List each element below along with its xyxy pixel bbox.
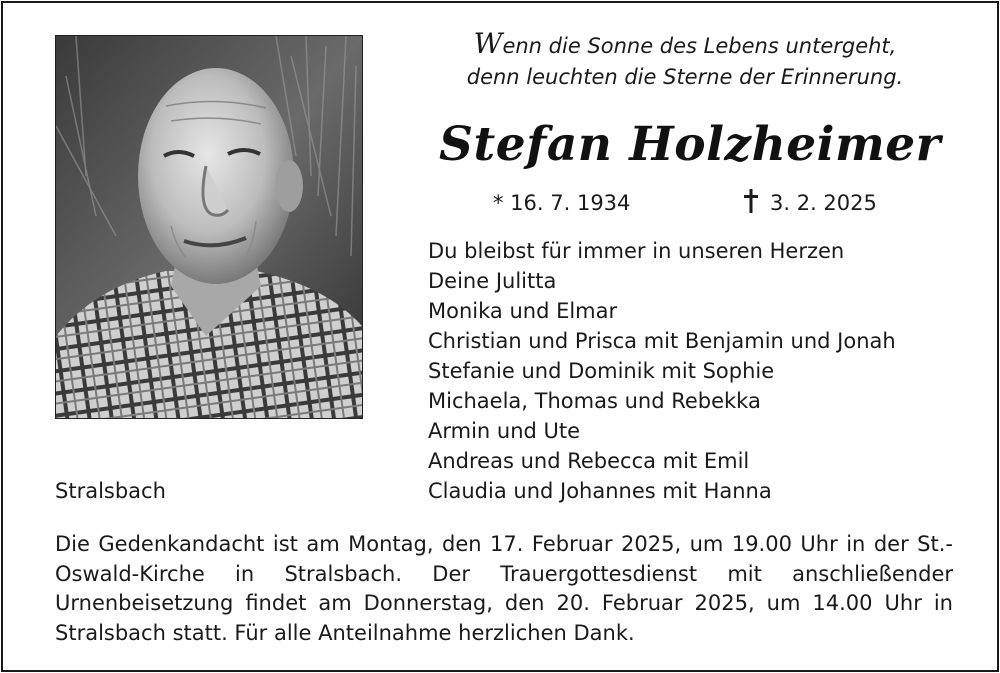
quote-line-1-rest: enn die Sonne des Lebens untergeht,: [502, 34, 897, 58]
quote-initial: W: [473, 27, 503, 60]
list-item: Armin und Ute: [428, 419, 581, 443]
quote-line-1: [410, 28, 960, 62]
mourners-list: [428, 236, 896, 506]
quote-line-2: denn leuchten die Sterne der Erinnerung.: [466, 65, 904, 89]
portrait-illustration: [56, 36, 362, 418]
deceased-name: Stefan Holzheimer: [439, 117, 941, 172]
list-item: Monika und Elmar: [428, 299, 618, 323]
list-item: Michaela, Thomas und Rebekka: [428, 389, 761, 413]
place-name: Stralsbach: [55, 479, 166, 503]
list-item: Deine Julitta: [428, 269, 557, 293]
birth-date: * 16. 7. 1934: [493, 191, 631, 215]
portrait-photo: [55, 35, 363, 419]
list-item: Du bleibst für immer in unseren Herzen: [428, 239, 845, 263]
cross-icon: [744, 189, 758, 213]
list-item: Andreas und Rebecca mit Emil: [428, 449, 750, 473]
list-item: Claudia und Johannes mit Hanna: [428, 479, 772, 503]
service-notice: Die Gedenkandacht ist am Montag, den 17. Februar 2025, um 19.00 Uhr in der St.-Oswald-Kirche in Stralsbach. Der Trauergottesdienst mit anschließender Urnenbeisetzung findet am Donnerstag, den 20. Februar 2025, um 14.00 Uhr in Stralsbach statt. Für alle Anteilnahme herzlichen Dank.: [55, 532, 953, 645]
list-item: Christian und Prisca mit Benjamin und Jonah: [428, 329, 896, 353]
death-date: 3. 2. 2025: [770, 191, 877, 215]
memorial-quote: [410, 28, 960, 93]
list-item: Stefanie und Dominik mit Sophie: [428, 359, 775, 383]
